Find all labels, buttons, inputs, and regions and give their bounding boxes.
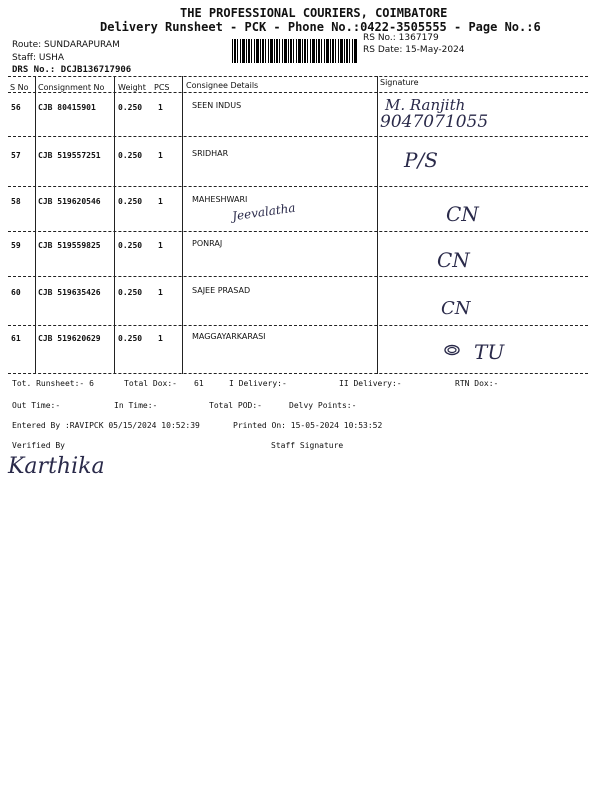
handwritten-signature: P/S (404, 148, 438, 172)
row-weight: 0.250 (118, 288, 143, 297)
row-weight: 0.250 (118, 197, 143, 206)
handwritten-name: Jeevalatha (231, 200, 297, 224)
row-sno: 58 (11, 197, 21, 206)
col-header-pcs: PCS (154, 83, 170, 92)
staff-signature-label: Staff Signature (271, 441, 344, 450)
row-divider (8, 186, 588, 187)
handwritten-signature: CN (437, 248, 470, 272)
drs-number (12, 65, 131, 75)
drs-value: DCJB136717906 (60, 65, 132, 75)
col-header-sno: S No (10, 83, 29, 92)
col-header-weight: Weight (118, 83, 146, 92)
tot-runsheet: Tot. Runsheet:- 6 (12, 379, 94, 388)
row-pcs: 1 (158, 151, 163, 160)
row-sno: 59 (11, 241, 21, 250)
col-header-consignee: Consignee Details (186, 81, 259, 90)
staff-label: Staff: USHA (12, 53, 65, 63)
row-consignee: SAJEE PRASAD (192, 286, 251, 295)
row-consignment: CJB 80415901 (38, 103, 96, 112)
col-header-consignment: Consignment No (38, 83, 105, 92)
row-pcs: 1 (158, 288, 163, 297)
ii-delivery: II Delivery:- (339, 379, 402, 388)
row-divider (8, 136, 588, 137)
row-divider (8, 325, 588, 326)
rs-number: RS No.: 1367179 (363, 33, 439, 43)
row-pcs: 1 (158, 103, 163, 112)
row-consignee: MAHESHWARI (192, 195, 248, 204)
row-sno: 60 (11, 288, 21, 297)
total-dox-label: Total Dox:- (124, 379, 177, 388)
rs-date: RS Date: 15-May-2024 (363, 45, 465, 55)
row-weight: 0.250 (118, 151, 143, 160)
company-title: THE PROFESSIONAL COURIERS, COIMBATORE (180, 6, 448, 20)
i-delivery: I Delivery:- (229, 379, 287, 388)
row-consignment: CJB 519620629 (38, 334, 101, 343)
table-top-line (8, 76, 588, 77)
entered-by: Entered By :RAVIPCK 05/15/2024 10:52:39 (12, 421, 200, 430)
handwritten-phone: 9047071055 (380, 112, 489, 132)
out-time: Out Time:- (12, 401, 61, 410)
row-pcs: 1 (158, 197, 163, 206)
table-header-line (8, 92, 588, 93)
row-divider (8, 276, 588, 277)
col-divider (35, 76, 36, 374)
barcode (232, 39, 358, 63)
runsheet-title: Delivery Runsheet - PCK - Phone No.:0422-3505555 - Page No.:6 (100, 20, 541, 34)
col-divider (114, 76, 115, 374)
row-pcs: 1 (158, 241, 163, 250)
handwritten-signature: CN (446, 202, 479, 226)
row-consignee: SEEN INDUS (192, 101, 242, 110)
total-pod: Total POD:- (209, 401, 262, 410)
in-time: In Time:- (114, 401, 158, 410)
verified-by-label: Verified By (12, 441, 65, 450)
row-sno: 61 (11, 334, 21, 343)
row-consignment: CJB 519620546 (38, 197, 101, 206)
route-label: Route: SUNDARAPURAM (12, 40, 120, 50)
row-weight: 0.250 (118, 103, 143, 112)
drs-label: DRS No.: (12, 65, 56, 75)
handwritten-scribble-icon (442, 343, 462, 357)
row-consignee: PONRAJ (192, 239, 223, 248)
row-sno: 57 (11, 151, 21, 160)
row-consignee: SRIDHAR (192, 149, 229, 158)
col-divider (182, 76, 183, 374)
row-weight: 0.250 (118, 241, 143, 250)
row-pcs: 1 (158, 334, 163, 343)
row-weight: 0.250 (118, 334, 143, 343)
row-sno: 56 (11, 103, 21, 112)
col-divider (377, 76, 378, 374)
row-divider (8, 231, 588, 232)
delvy-points: Delvy Points:- (289, 401, 357, 410)
verifier-signature: Karthika (8, 454, 105, 479)
row-consignment: CJB 519557251 (38, 151, 101, 160)
handwritten-signature: TU (474, 340, 505, 364)
row-consignee: MAGGAYARKARASI (192, 332, 266, 341)
handwritten-signature: M. Ranjith (385, 96, 466, 114)
table-bottom-line (8, 373, 588, 374)
handwritten-signature: CN (441, 298, 471, 319)
row-consignment: CJB 519559825 (38, 241, 101, 250)
row-consignment: CJB 519635426 (38, 288, 101, 297)
printed-on: Printed On: 15-05-2024 10:53:52 (233, 421, 383, 430)
rtn-dox: RTN Dox:- (455, 379, 499, 388)
col-header-signature: Signature (380, 78, 419, 87)
total-dox-value: 61 (194, 379, 204, 388)
